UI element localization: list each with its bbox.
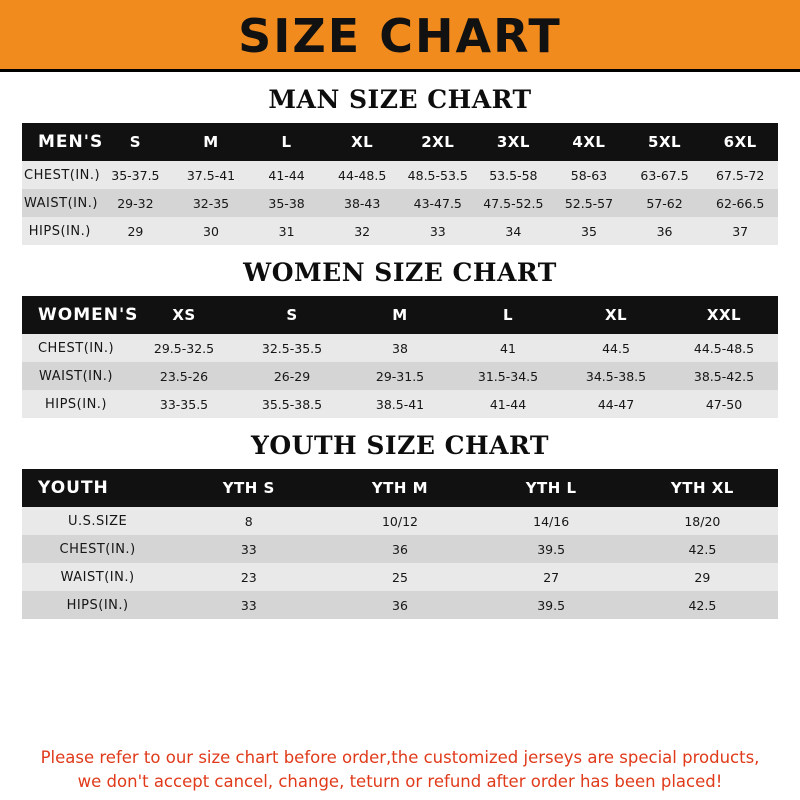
women-row-2-label: HIPS(IN.) xyxy=(44,396,108,412)
men-row-1-v8: 62-66.5 xyxy=(716,195,765,211)
youth-row-0-label: U.S.SIZE xyxy=(67,513,128,529)
table-row xyxy=(22,390,778,418)
youth-row-3-v1: 36 xyxy=(392,597,408,613)
footer-line-2: we don't accept cancel, change, teturn or refund after order has been placed! xyxy=(77,772,723,792)
women-row-0-v0: 29.5-32.5 xyxy=(153,340,215,356)
women-col-5: XXL xyxy=(706,306,742,324)
men-row-2-v4: 33 xyxy=(429,223,446,239)
women-section-title: WOMEN SIZE CHART xyxy=(243,258,557,287)
men-row-0-v3: 44-48.5 xyxy=(338,167,387,183)
men-row-1-v3: 38-43 xyxy=(344,195,381,211)
women-head-label: WOMEN'S xyxy=(38,305,139,325)
women-row-1-label: WAIST(IN.) xyxy=(39,368,113,384)
men-col-5: 3XL xyxy=(496,133,530,151)
men-col-7: 5XL xyxy=(648,133,682,151)
women-col-3: L xyxy=(502,306,514,324)
footer-line-1: Please refer to our size chart before order,the customized jerseys are special products, xyxy=(40,748,760,768)
youth-row-1-v0: 33 xyxy=(240,541,257,557)
men-col-4: 2XL xyxy=(421,133,455,151)
women-row-2-v5: 47-50 xyxy=(705,396,743,412)
women-row-1-v2: 29-31.5 xyxy=(375,368,425,384)
youth-col-2: YTH L xyxy=(525,479,577,497)
men-row-2-v3: 32 xyxy=(354,223,371,239)
women-row-1-v0: 23.5-26 xyxy=(159,368,209,384)
women-row-1-v5: 38.5-42.5 xyxy=(693,368,755,384)
men-row-1-v7: 57-62 xyxy=(646,195,683,211)
footer-note xyxy=(22,736,778,800)
table-row xyxy=(22,334,778,362)
page-title: SIZE CHART xyxy=(238,9,562,63)
men-row-0-v1: 37.5-41 xyxy=(186,167,236,183)
table-row xyxy=(22,189,778,217)
youth-row-3-label: HIPS(IN.) xyxy=(66,597,129,613)
men-row-1-v0: 29-32 xyxy=(117,195,154,211)
youth-size-table xyxy=(22,469,778,619)
men-row-1-v5: 47.5-52.5 xyxy=(483,195,544,211)
men-col-1: M xyxy=(203,133,219,151)
women-row-0-v5: 44.5-48.5 xyxy=(693,340,755,356)
youth-col-0: YTH S xyxy=(222,479,275,497)
men-row-1-v6: 52.5-57 xyxy=(564,195,614,211)
youth-row-2-v0: 23 xyxy=(240,569,257,585)
men-row-2-v0: 29 xyxy=(127,223,144,239)
youth-row-0-v2: 14/16 xyxy=(533,513,570,529)
table-row xyxy=(22,591,778,619)
men-row-0-v6: 58-63 xyxy=(570,167,608,183)
men-col-8: 6XL xyxy=(723,133,757,151)
men-col-2: L xyxy=(281,133,292,151)
table-row xyxy=(22,217,778,245)
men-col-6: 4XL xyxy=(572,133,606,151)
men-row-1-v1: 32-35 xyxy=(192,195,230,211)
men-row-0-v0: 35-37.5 xyxy=(111,167,160,183)
men-col-3: XL xyxy=(351,133,374,151)
men-row-0-label: CHEST(IN.) xyxy=(24,167,101,183)
youth-row-2-v3: 29 xyxy=(694,569,711,585)
women-col-2: M xyxy=(392,306,408,324)
women-row-2-v3: 41-44 xyxy=(489,396,527,412)
men-row-2-v5: 34 xyxy=(505,223,522,239)
women-col-4: XL xyxy=(604,306,628,324)
table-row xyxy=(22,362,778,390)
youth-head-label: YOUTH xyxy=(38,478,109,498)
women-row-2-v2: 38.5-41 xyxy=(375,396,425,412)
men-row-0-v8: 67.5-72 xyxy=(716,167,765,183)
youth-row-0-v0: 8 xyxy=(244,513,253,529)
men-row-2-v7: 36 xyxy=(656,223,673,239)
women-size-table xyxy=(22,296,778,418)
content-area xyxy=(0,72,800,800)
youth-col-3: YTH XL xyxy=(670,479,734,497)
women-row-0-v3: 41 xyxy=(500,340,516,356)
men-head-label: MEN'S xyxy=(38,132,104,152)
table-row xyxy=(22,161,778,189)
women-row-2-v0: 33-35.5 xyxy=(159,396,209,412)
youth-col-1: YTH M xyxy=(371,479,429,497)
men-row-1-label: WAIST(IN.) xyxy=(24,195,98,211)
table-header-row xyxy=(22,296,778,334)
youth-row-2-v1: 25 xyxy=(392,569,408,585)
men-section-title: MAN SIZE CHART xyxy=(268,85,532,114)
table-header-row xyxy=(22,469,778,507)
women-row-2-v4: 44-47 xyxy=(597,396,635,412)
women-row-2-v1: 35.5-38.5 xyxy=(261,396,323,412)
youth-row-3-v3: 42.5 xyxy=(688,597,717,613)
women-row-1-v3: 31.5-34.5 xyxy=(477,368,539,384)
women-col-1: S xyxy=(286,306,298,324)
women-col-0: XS xyxy=(172,306,196,324)
youth-row-2-v2: 27 xyxy=(543,569,560,585)
header-band xyxy=(0,0,800,72)
men-row-0-v7: 63-67.5 xyxy=(640,167,689,183)
women-row-0-v4: 44.5 xyxy=(602,340,630,356)
table-row xyxy=(22,507,778,535)
men-col-0: S xyxy=(129,133,142,151)
men-row-2-v6: 35 xyxy=(581,223,597,239)
youth-section-title: YOUTH SIZE CHART xyxy=(251,431,549,460)
men-row-2-v1: 30 xyxy=(203,223,219,239)
men-row-0-v2: 41-44 xyxy=(268,167,305,183)
youth-row-1-v1: 36 xyxy=(392,541,408,557)
men-row-2-v2: 31 xyxy=(278,223,295,239)
women-row-1-v4: 34.5-38.5 xyxy=(585,368,647,384)
men-row-1-v2: 35-38 xyxy=(268,195,305,211)
youth-row-1-label: CHEST(IN.) xyxy=(59,541,136,557)
men-row-0-v4: 48.5-53.5 xyxy=(407,167,468,183)
youth-row-1-v3: 42.5 xyxy=(688,541,717,557)
women-row-0-v1: 32.5-35.5 xyxy=(261,340,323,356)
youth-row-0-v1: 10/12 xyxy=(381,513,418,529)
youth-row-3-v0: 33 xyxy=(240,597,257,613)
youth-row-1-v2: 39.5 xyxy=(537,541,566,557)
table-row xyxy=(22,563,778,591)
table-header-row xyxy=(22,123,778,161)
men-row-1-v4: 43-47.5 xyxy=(413,195,462,211)
youth-row-3-v2: 39.5 xyxy=(537,597,566,613)
men-row-2-label: HIPS(IN.) xyxy=(28,223,91,239)
women-row-0-v2: 38 xyxy=(392,340,408,356)
men-size-table xyxy=(22,123,778,245)
men-row-0-v5: 53.5-58 xyxy=(489,167,538,183)
women-row-1-v1: 26-29 xyxy=(273,368,311,384)
youth-row-2-label: WAIST(IN.) xyxy=(60,569,135,585)
women-row-0-label: CHEST(IN.) xyxy=(37,340,115,356)
men-row-2-v8: 37 xyxy=(732,223,749,239)
table-row xyxy=(22,535,778,563)
youth-row-0-v3: 18/20 xyxy=(684,513,721,529)
